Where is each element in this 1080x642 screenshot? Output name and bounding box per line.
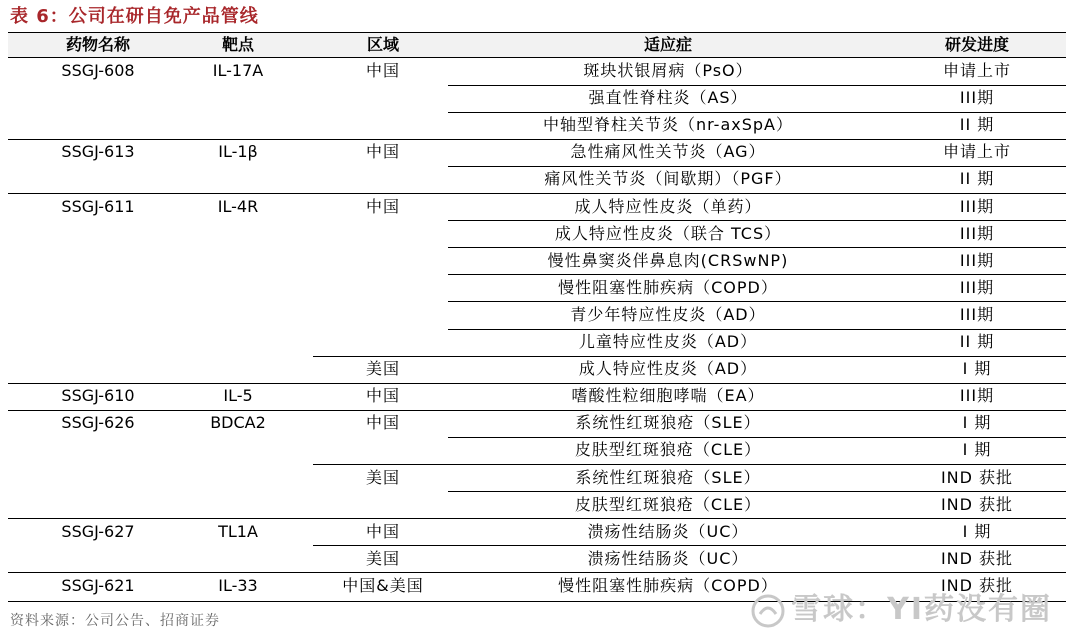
cell-region: 中国	[365, 521, 400, 541]
cell-region: 中国	[365, 386, 400, 406]
cell-indication: 儿童特应性皮炎（AD）	[578, 332, 758, 351]
cell-progress: III期	[959, 250, 995, 270]
cell-drug: SSGJ-610	[61, 386, 135, 406]
cell-progress: I 期	[962, 440, 992, 460]
cell-progress: II 期	[959, 169, 995, 189]
cell-target	[158, 166, 318, 193]
cell-indication: 系统性红斑狼疮（SLE）	[575, 467, 761, 487]
cell-target: IL-5	[223, 386, 253, 406]
cell-progress: IND 获批	[940, 548, 1014, 568]
cell-indication: 痛风性关节炎（间歇期）（PGF）	[544, 169, 792, 189]
table-row	[8, 58, 1066, 85]
table-row	[8, 465, 1066, 492]
cell-indication: 皮肤型红斑狼疮（CLE）	[574, 440, 762, 460]
table-row	[8, 356, 1066, 383]
header-progress: 研发进度	[944, 35, 1009, 54]
cell-drug: SSGJ-627	[61, 521, 135, 541]
cell-region: 美国	[365, 359, 400, 379]
table-row	[8, 166, 1066, 193]
table-header	[8, 33, 1066, 58]
cell-target	[158, 275, 318, 302]
table-row	[8, 329, 1066, 356]
cell-indication: 系统性红斑狼疮（SLE）	[575, 413, 761, 433]
cell-drug: SSGJ-613	[61, 142, 135, 162]
cell-indication: 强直性脊柱炎（AS）	[588, 88, 748, 108]
cell-drug: SSGJ-626	[61, 413, 135, 433]
table-row	[8, 302, 1066, 329]
cell-progress: IND 获批	[940, 494, 1014, 514]
table-row	[8, 139, 1066, 166]
header-indication: 适应症	[643, 35, 692, 54]
snowball-logo-icon	[751, 594, 785, 628]
cell-indication: 中轴型脊柱关节炎（nr-axSpA）	[542, 115, 793, 135]
cell-target	[158, 437, 318, 464]
cell-progress: III期	[959, 196, 995, 216]
cell-indication: 慢性阻塞性肺疾病（COPD）	[558, 575, 778, 595]
cell-target	[158, 302, 318, 329]
cell-target	[158, 112, 318, 139]
cell-progress: 申请上市	[942, 61, 1011, 80]
source-note: 资料来源：公司公告、招商证券	[10, 613, 220, 629]
table-row	[8, 275, 1066, 302]
watermark-text: 雪球：YI药没有圈	[791, 592, 1052, 627]
table-row	[8, 492, 1066, 519]
cell-indication: 皮肤型红斑狼疮（CLE）	[574, 494, 762, 514]
cell-region	[313, 112, 453, 139]
pipeline-table	[8, 58, 1066, 600]
cell-progress: III期	[959, 386, 995, 406]
cell-target: BDCA2	[210, 413, 266, 433]
cell-target	[158, 85, 318, 112]
cell-drug: SSGJ-621	[61, 575, 135, 595]
cell-region	[313, 85, 453, 112]
cell-indication: 成人特应性皮炎（AD）	[578, 359, 758, 379]
cell-region	[313, 492, 453, 519]
cell-indication: 成人特应性皮炎（单药）	[574, 196, 762, 216]
cell-progress: II 期	[959, 115, 995, 135]
cell-region	[313, 329, 453, 356]
cell-progress: III期	[959, 304, 995, 324]
cell-indication: 溃疡性结肠炎（UC）	[587, 548, 749, 568]
cell-progress: I 期	[962, 359, 992, 379]
cell-target: IL-4R	[217, 196, 259, 216]
cell-target: IL-17A	[212, 61, 264, 80]
cell-region: 中国&美国	[342, 575, 424, 595]
table-row	[8, 85, 1066, 112]
cell-target	[158, 465, 318, 492]
cell-region	[313, 437, 453, 464]
cell-indication: 青少年特应性皮炎（AD）	[570, 304, 766, 324]
cell-indication: 急性痛风性关节炎（AG）	[570, 142, 766, 162]
cell-region: 中国	[365, 413, 400, 433]
cell-progress: I 期	[962, 521, 992, 541]
cell-target	[158, 546, 318, 573]
cell-indication: 慢性鼻窦炎伴鼻息肉(CRSwNP)	[547, 250, 789, 270]
cell-region: 美国	[365, 467, 400, 487]
cell-region: 中国	[365, 142, 400, 162]
cell-target	[158, 221, 318, 248]
header-drug: 药物名称	[65, 35, 130, 54]
cell-progress: III期	[959, 277, 995, 297]
cell-indication: 溃疡性结肠炎（UC）	[587, 521, 749, 541]
table-row	[8, 410, 1066, 437]
cell-region	[313, 166, 453, 193]
cell-progress: I 期	[962, 413, 992, 433]
cell-progress: III期	[959, 223, 995, 243]
cell-drug: SSGJ-611	[61, 196, 135, 216]
cell-target	[158, 248, 318, 275]
cell-target: IL-33	[218, 575, 258, 595]
cell-progress: IND 获批	[940, 467, 1014, 487]
cell-region: 美国	[365, 548, 400, 568]
cell-indication: 斑块状银屑病（PsO）	[583, 61, 753, 80]
header-target: 靶点	[221, 35, 254, 54]
table-row	[8, 248, 1066, 275]
cell-progress: IND 获批	[940, 575, 1014, 595]
table-row	[8, 194, 1066, 221]
cell-region	[313, 248, 453, 275]
cell-region	[313, 302, 453, 329]
table-row	[8, 437, 1066, 464]
cell-indication: 嗜酸性粒细胞哮喘（EA）	[571, 386, 765, 406]
cell-target: TL1A	[218, 521, 258, 541]
watermark	[751, 588, 1052, 632]
table-row	[8, 383, 1066, 410]
cell-region	[313, 221, 453, 248]
cell-target: IL-1β	[218, 142, 258, 162]
table-row	[8, 112, 1066, 139]
table-title: 表 6：公司在研自免产品管线	[10, 6, 259, 27]
cell-progress: 申请上市	[942, 142, 1011, 162]
cell-drug: SSGJ-608	[61, 61, 135, 80]
cell-target	[158, 356, 318, 383]
table-row	[8, 546, 1066, 573]
cell-indication: 成人特应性皮炎（联合 TCS）	[554, 223, 782, 243]
cell-progress: III期	[959, 88, 995, 108]
table-row	[8, 221, 1066, 248]
header-region: 区域	[366, 35, 399, 54]
cell-target	[158, 492, 318, 519]
cell-region: 中国	[365, 196, 400, 216]
cell-target	[158, 329, 318, 356]
cell-progress: II 期	[959, 332, 995, 351]
cell-region: 中国	[365, 61, 400, 80]
cell-indication: 慢性阻塞性肺疾病（COPD）	[558, 277, 778, 297]
cell-region	[313, 275, 453, 302]
table-row	[8, 519, 1066, 546]
